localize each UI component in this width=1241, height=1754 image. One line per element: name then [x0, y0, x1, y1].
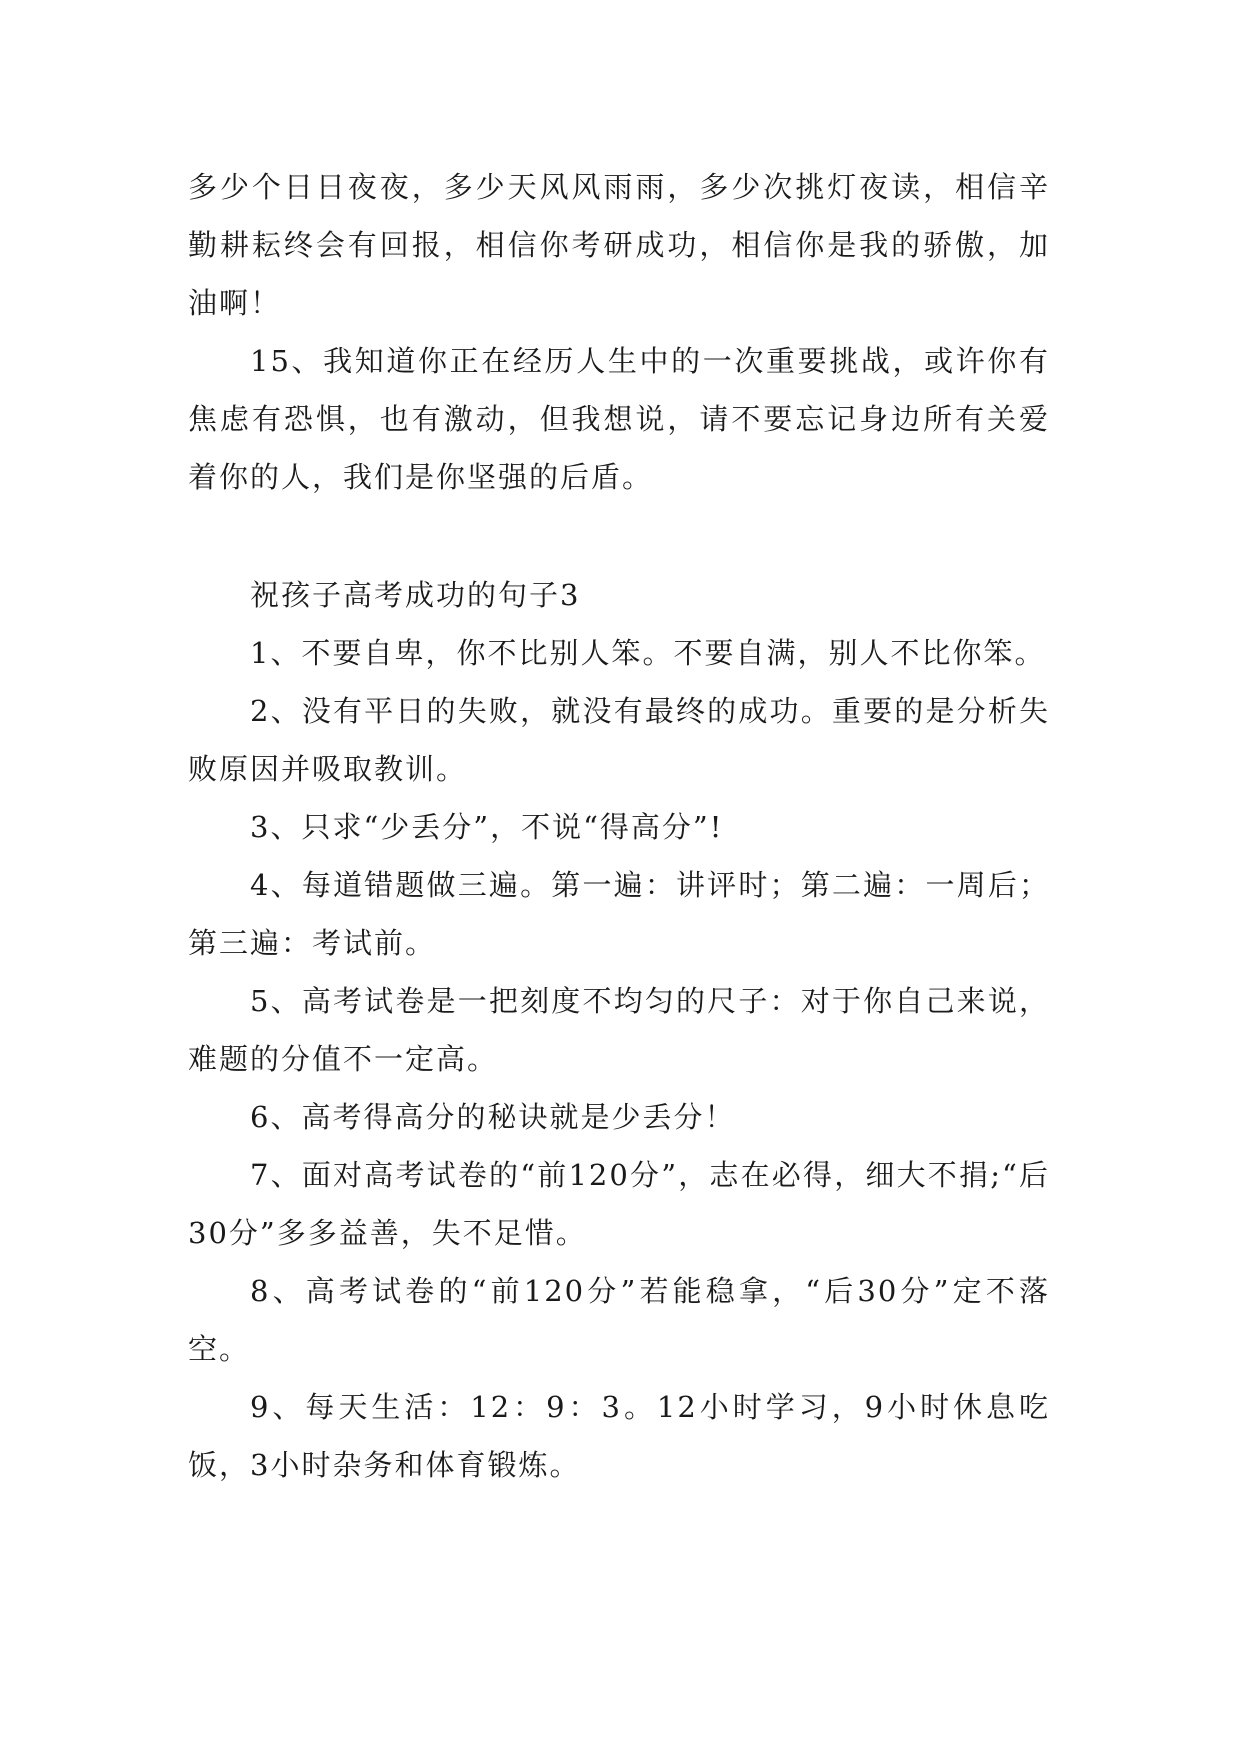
- list-item-1: 1、不要自卑，你不比别人笨。不要自满，别人不比你笨。: [250, 636, 1046, 670]
- list-item-5: 5、高考试卷是一把刻度不均匀的尺子：对于你自己来说，难题的分值不一定高。: [188, 984, 1050, 1076]
- paragraph-item-15: 15、我知道你正在经历人生中的一次重要挑战，或许你有焦虑有恐惧，也有激动，但我想说，请不要忘记身边所有关爱着你的人，我们是你坚强的后盾。: [188, 344, 1050, 494]
- list-item-6: 6、高考得高分的秘诀就是少丢分！: [250, 1100, 736, 1134]
- paragraph-intro-1: 多少个日日夜夜，多少天风风雨雨，多少次挑灯夜读，相信辛勤耕耘终会有回报，相信你考研成功，相信你是我的骄傲，加油啊！: [188, 170, 1050, 320]
- list-item-4: 4、每道错题做三遍。第一遍：讲评时；第二遍：一周后；第三遍：考试前。: [188, 868, 1050, 960]
- list-item-2: 2、没有平日的失败，就没有最终的成功。重要的是分析失败原因并吸取教训。: [188, 694, 1050, 786]
- document-body: [188, 158, 1050, 1494]
- section-title: 祝孩子高考成功的句子3: [250, 578, 581, 612]
- list-item-9: 9、每天生活：12：9：3。12小时学习，9小时休息吃饭，3小时杂务和体育锻炼。: [188, 1390, 1050, 1482]
- list-item-3: 3、只求“少丢分”，不说“得高分”!: [250, 810, 724, 844]
- list-item-7: 7、面对高考试卷的“前120分”，志在必得，细大不捐;“后30分”多多益善，失不足惜。: [188, 1158, 1050, 1250]
- list-item-8: 8、高考试卷的“前120分”若能稳拿，“后30分”定不落空。: [188, 1274, 1050, 1366]
